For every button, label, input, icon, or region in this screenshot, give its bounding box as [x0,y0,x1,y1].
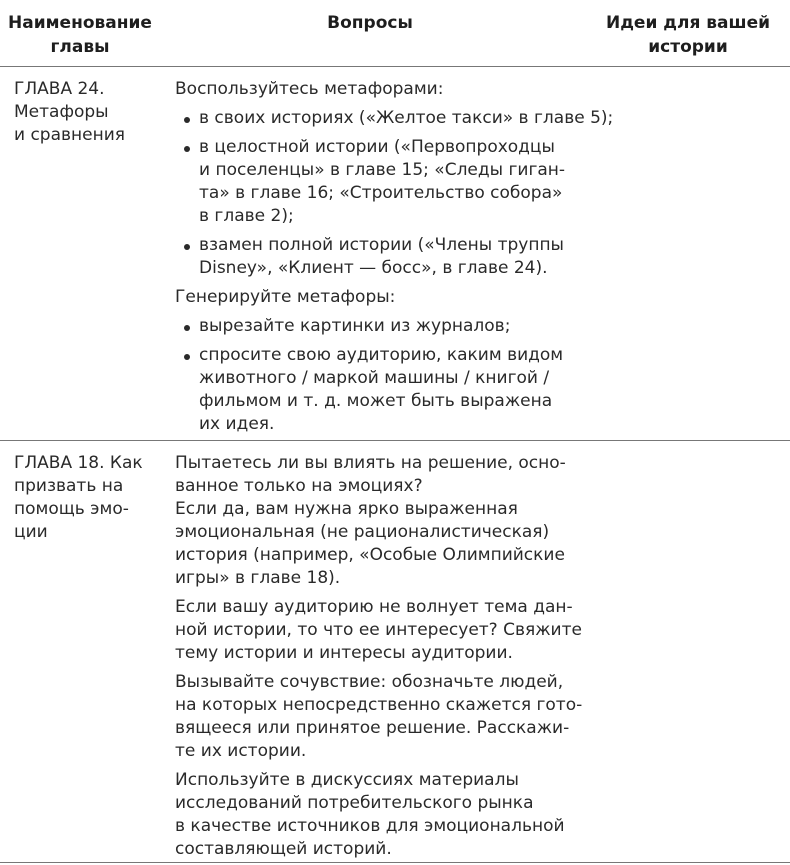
chapter-title-line: помощь эмо- [14,499,129,519]
header-ideas-line: истории [648,37,728,57]
question-paragraph [175,78,575,101]
bullet-item [175,136,575,228]
question-paragraph [175,671,583,763]
text-line: Генерируйте метафоры: [175,287,396,307]
bullet-dot-icon [184,354,190,360]
text-line: тему истории и интересы аудитории. [175,643,513,663]
bullet-item [175,234,575,280]
text-line: Воспользуйтесь метафорами: [175,79,444,99]
header-divider [0,66,790,67]
text-line: спросите свою аудиторию, каким видом [199,345,564,365]
text-line: и поселенцы» в главе 15; «Следы гиган- [199,160,566,180]
chapter-cell [14,452,164,544]
text-line: ной истории, то что ее интересует? Свяжите [175,620,582,640]
question-paragraph [175,452,575,590]
bullet-dot-icon [184,244,190,250]
text-line: та» в главе 16; «Строительство собора» [199,183,563,203]
text-line: те их истории. [175,741,307,761]
text-line: ванное только на эмоциях? [175,476,423,496]
text-line: в главе 2); [199,206,294,226]
text-line: в своих историях («Желтое такси» в главе 5); [199,108,614,128]
text-line: на которых непосредственно скажется гото- [175,695,583,715]
chapter-title-line: ГЛАВА 18. Как [14,453,143,473]
bullet-item [175,107,614,130]
bullet-dot-icon [184,117,190,123]
bullet-dot-icon [184,146,190,152]
text-line: в качестве источников для эмоциональной [175,816,565,836]
text-line: Disney», «Клиент — босс», в главе 24). [199,258,548,278]
text-line: животного / маркой машины / книгой / [199,368,550,388]
bullet-dot-icon [184,325,190,331]
question-paragraph [175,286,575,309]
text-line: составляющей историй. [175,839,392,859]
header-ideas-line: Идеи для вашей [605,13,771,33]
table-header [0,0,790,68]
chapter-title-line: призвать на [14,476,124,496]
text-line: эмоциональная (не рационалистическая) [175,522,550,542]
text-line: в целостной истории («Первопроходцы [199,137,555,157]
chapter-title-line: ГЛАВА 24. [14,79,105,99]
header-questions [172,11,568,35]
text-line: история (например, «Особые Олимпийские [175,545,565,565]
header-chapter-name [2,11,158,59]
text-line: Пытаетесь ли вы влиять на решение, осно- [175,453,566,473]
table-bottom-rule [0,862,790,863]
header-ideas [590,11,786,59]
header-questions-label: Вопросы [327,13,413,33]
text-line: Используйте в дискуссиях материалы [175,770,519,790]
text-line: вящееся или принятое решение. Расскажи- [175,718,570,738]
text-line: Вызывайте сочувствие: обозначьте людей, [175,672,564,692]
text-line: исследований потребительского рынка [175,793,534,813]
header-chapter-name-line: главы [50,37,110,57]
question-paragraph [175,596,582,665]
text-line: вырезайте картинки из журналов; [199,316,511,336]
header-chapter-name-line: Наименование [8,13,152,33]
text-line: игры» в главе 18). [175,568,341,588]
text-line: Если вашу аудиторию не волнует тема дан- [175,597,573,617]
row-divider [0,440,790,441]
chapter-title-line: и сравнения [14,125,125,145]
chapter-title-line: ции [14,522,48,542]
chapter-title-line: Метафоры [14,102,109,122]
bullet-item [175,344,575,436]
question-paragraph [175,769,575,861]
chapter-cell [14,78,164,147]
text-line: Если да, вам нужна ярко выраженная [175,499,518,519]
text-line: их идея. [199,414,275,434]
questions-cell [175,78,614,436]
bullet-item [175,315,575,338]
text-line: фильмом и т. д. может быть выражена [199,391,553,411]
text-line: взамен полной истории («Члены труппы [199,235,564,255]
questions-cell [175,452,583,861]
